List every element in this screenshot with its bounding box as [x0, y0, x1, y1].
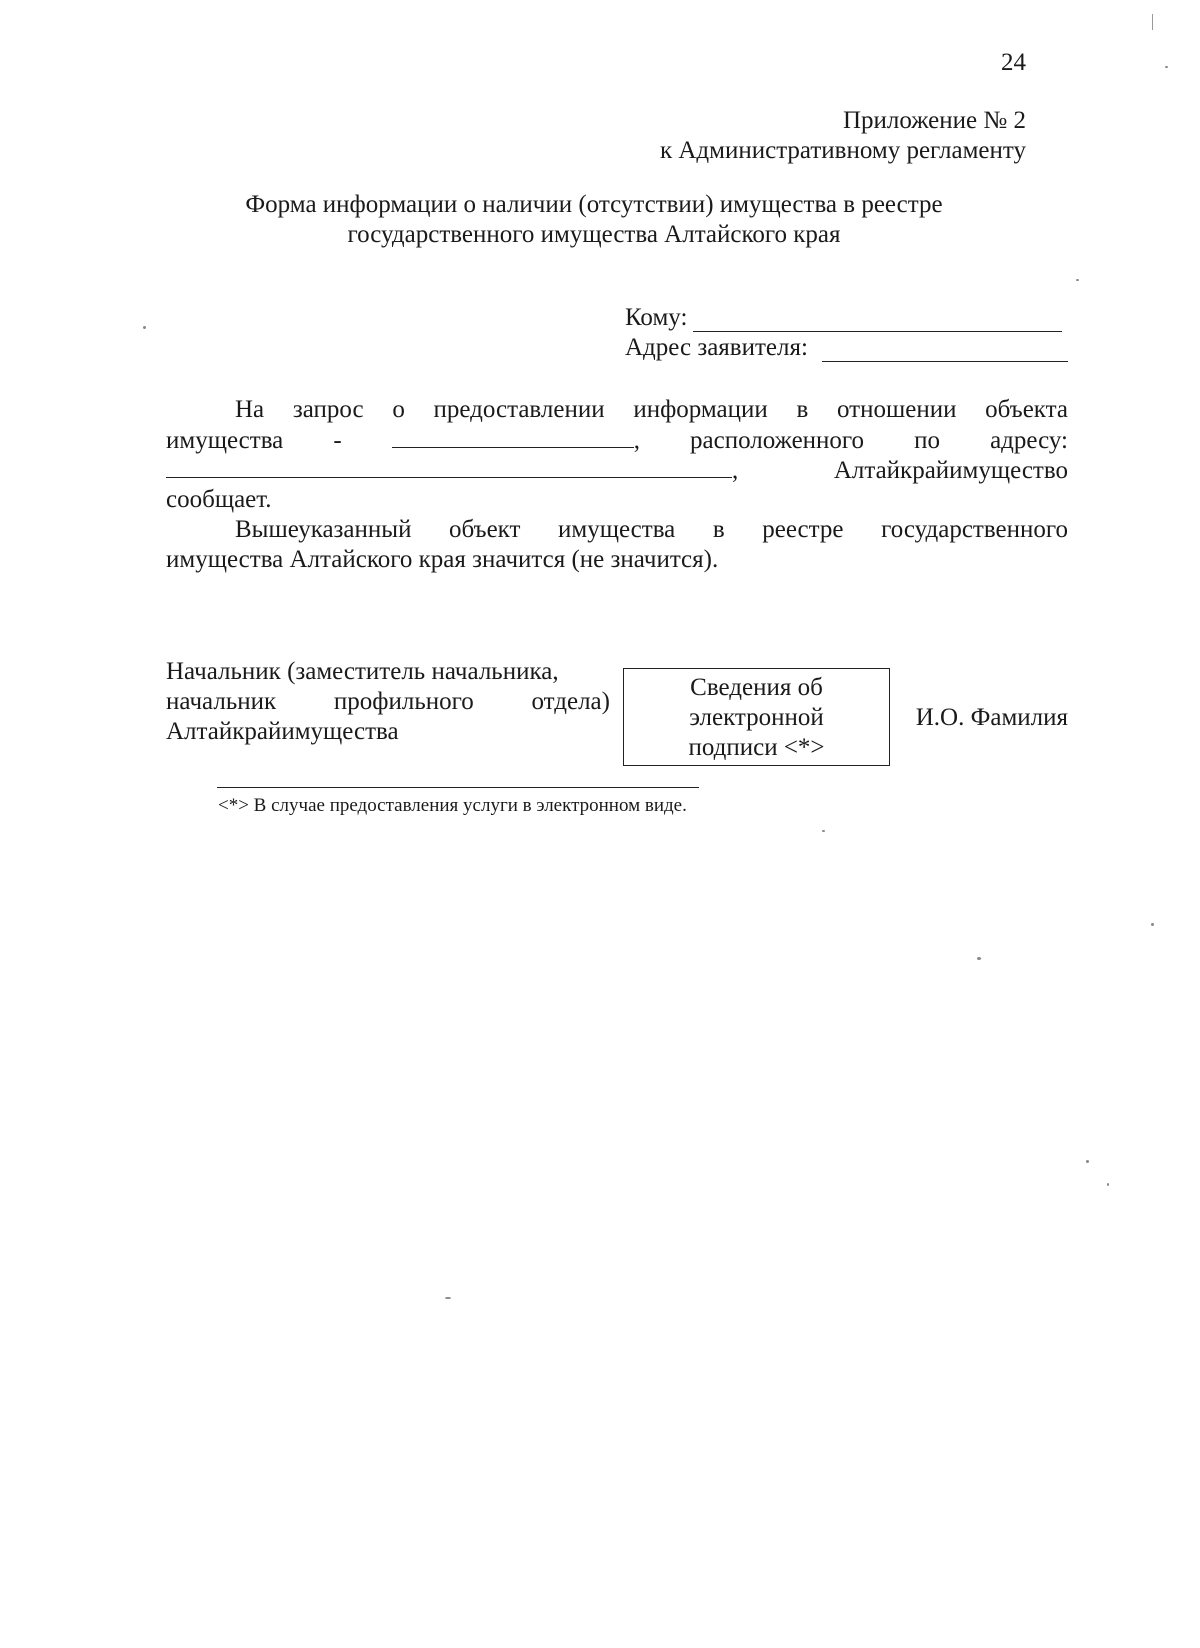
paragraph1-line3: [166, 455, 1068, 486]
paragraph2-line1: [235, 515, 1068, 545]
word: в: [712, 516, 725, 543]
page-number: 24: [1001, 49, 1026, 76]
footnote: <*> В случае предоставления услуги в электронном виде.: [218, 795, 687, 816]
form-title-line2: государственного имущества Алтайского края: [347, 221, 841, 248]
footnote-separator: [217, 787, 699, 788]
word: в: [796, 396, 809, 423]
scan-speck: [1151, 923, 1154, 926]
comma: ,: [732, 457, 739, 484]
recipient-to-label: Кому:: [625, 304, 688, 331]
scan-speck: [1107, 1183, 1109, 1186]
dash: -: [333, 427, 342, 454]
word: реестре: [762, 516, 844, 543]
signer-name: И.О. Фамилия: [915, 704, 1068, 731]
word: расположенного: [690, 427, 865, 454]
esign-line3: подписи <*>: [688, 734, 825, 761]
word: объекта: [985, 396, 1068, 423]
recipient-address-blank[interactable]: [822, 361, 1068, 362]
scan-mark: [1152, 14, 1153, 30]
word: адресу:: [990, 427, 1068, 454]
word: Вышеуказанный: [235, 516, 412, 543]
paragraph2-line2: имущества Алтайского края значится (не значится).: [166, 546, 719, 573]
signer-position-line1: Начальник (заместитель начальника,: [166, 658, 559, 685]
word: информации: [633, 396, 768, 423]
word: отношении: [837, 396, 957, 423]
word: имущества: [558, 516, 676, 543]
word: по: [914, 427, 941, 454]
scan-speck: [1076, 279, 1079, 281]
word: государственного: [881, 516, 1068, 543]
word: предоставлении: [433, 396, 605, 423]
paragraph1-line4: сообщает.: [166, 486, 272, 513]
signer-position-line3: Алтайкрайимущества: [166, 718, 399, 745]
scan-speck: [143, 326, 146, 329]
esign-line1: Сведения об: [690, 674, 823, 701]
form-title-line1: Форма информации о наличии (отсутствии) имущества в реестре: [245, 191, 943, 218]
word: запрос: [292, 396, 364, 423]
scan-speck: [1165, 66, 1168, 68]
scan-speck: [822, 830, 825, 832]
comma: ,: [633, 427, 640, 454]
word: отдела): [531, 688, 610, 715]
paragraph1-line1: [235, 395, 1068, 425]
word: начальник: [166, 688, 277, 715]
word: имущества: [166, 427, 284, 454]
word: профильного: [333, 688, 474, 715]
object-name-blank[interactable]: [392, 425, 634, 448]
word: объект: [449, 516, 521, 543]
object-address-blank[interactable]: [166, 455, 732, 478]
recipient-address-label: Адрес заявителя:: [625, 334, 808, 361]
signer-position-line2: [166, 687, 610, 717]
scan-speck: [445, 1297, 451, 1299]
esign-line2: электронной: [689, 704, 824, 731]
object-blank-group: [392, 425, 640, 456]
word: о: [392, 396, 405, 423]
scan-speck: [977, 957, 981, 960]
address-blank-group: [166, 455, 738, 486]
org-name: Алтайкрайимущество: [833, 457, 1068, 484]
electronic-signature-box: [623, 668, 890, 766]
appendix-title: Приложение № 2: [842, 107, 1026, 134]
appendix-subtitle: к Административному регламенту: [659, 137, 1026, 164]
word: На: [235, 396, 265, 423]
recipient-to-blank[interactable]: [693, 331, 1062, 332]
paragraph1-line2: [166, 425, 1068, 456]
scan-speck: [1086, 1160, 1089, 1163]
